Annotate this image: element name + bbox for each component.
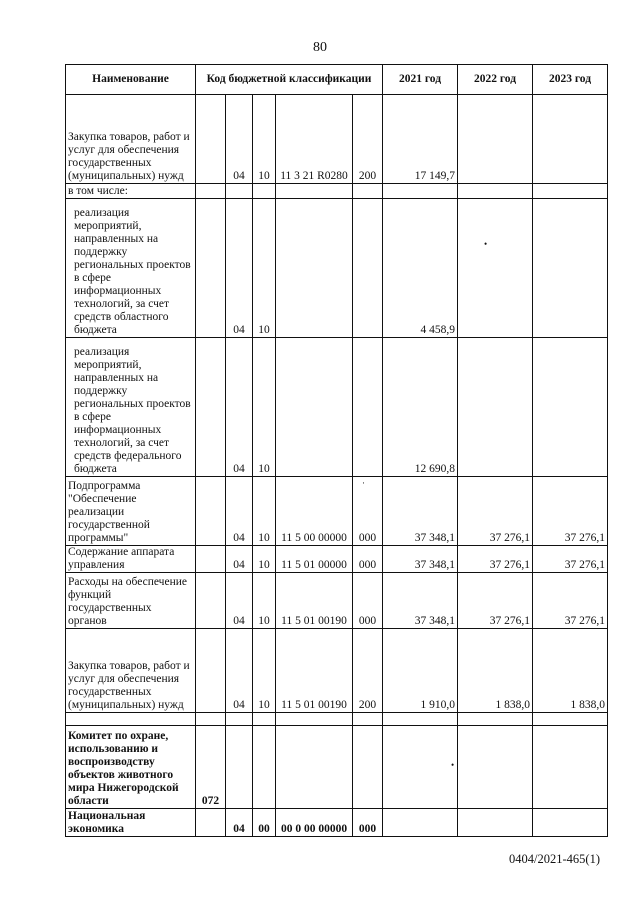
row-vr	[353, 726, 383, 809]
table-row	[66, 809, 608, 837]
table-header-row	[66, 65, 608, 95]
row-2021: 4 458,9	[383, 199, 458, 338]
table-row	[66, 629, 608, 713]
row-rz: 04	[226, 809, 253, 837]
row-vr: 000	[353, 573, 383, 629]
row-vr: 000	[353, 546, 383, 573]
row-pr: 10	[253, 546, 276, 573]
row-name: Комитет по охране, использованию и воспроизводству объектов животного мира Нижегородской области	[66, 726, 196, 809]
row-2021: 37 348,1	[383, 477, 458, 546]
row-pr: 10	[253, 199, 276, 338]
row-vr: 000	[353, 477, 383, 546]
row-pr: 10	[253, 629, 276, 713]
row-csr	[276, 338, 353, 477]
row-vr: 200	[353, 629, 383, 713]
row-name: Закупка товаров, работ и услуг для обеспечения государственных (муниципальных) нужд	[66, 95, 196, 184]
document-code: 0404/2021-465(1)	[509, 852, 600, 866]
row-rz: 04	[226, 95, 253, 184]
table-row	[66, 338, 608, 477]
row-ved	[196, 184, 226, 199]
table-spacer-row	[66, 713, 608, 726]
row-pr	[253, 184, 276, 199]
header-2023: 2023 год	[533, 65, 608, 95]
row-csr: 11 5 01 00190	[276, 629, 353, 713]
row-pr: 10	[253, 95, 276, 184]
page-number: 80	[313, 40, 327, 55]
row-2023: 1 838,0	[533, 629, 608, 713]
header-name: Наименование	[66, 65, 196, 95]
row-2023	[533, 726, 608, 809]
row-2021: 17 149,7	[383, 95, 458, 184]
row-2023: 37 276,1	[533, 546, 608, 573]
scan-speck: ·	[362, 478, 365, 488]
row-csr: 00 0 00 00000	[276, 809, 353, 837]
row-csr	[276, 184, 353, 199]
row-vr	[353, 338, 383, 477]
row-name: реализация мероприятий, направленных на поддержку региональных проектов в сфере информационных технологий, за счет средств областного бюджета	[66, 199, 196, 338]
row-rz: 04	[226, 546, 253, 573]
row-2021	[383, 726, 458, 809]
row-2022	[458, 199, 533, 338]
row-2022	[458, 338, 533, 477]
row-2023	[533, 338, 608, 477]
table-row	[66, 573, 608, 629]
row-2021: 1 910,0	[383, 629, 458, 713]
row-vr	[353, 184, 383, 199]
row-rz: 04	[226, 477, 253, 546]
row-2022	[458, 184, 533, 199]
row-2023	[533, 809, 608, 837]
row-2022	[458, 95, 533, 184]
table-row	[66, 546, 608, 573]
row-2023: 37 276,1	[533, 573, 608, 629]
table-row	[66, 199, 608, 338]
scan-speck: •	[451, 760, 455, 770]
row-pr: 10	[253, 477, 276, 546]
row-csr: 11 5 01 00190	[276, 573, 353, 629]
row-ved	[196, 629, 226, 713]
row-2022	[458, 809, 533, 837]
row-ved	[196, 477, 226, 546]
row-csr: 11 5 00 00000	[276, 477, 353, 546]
row-2023	[533, 95, 608, 184]
row-2021: 37 348,1	[383, 573, 458, 629]
row-pr: 00	[253, 809, 276, 837]
row-name: Содержание аппарата управления	[66, 546, 196, 573]
row-2022	[458, 726, 533, 809]
row-csr: 11 5 01 00000	[276, 546, 353, 573]
table-row	[66, 726, 608, 809]
row-rz: 04	[226, 629, 253, 713]
row-name: Закупка товаров, работ и услуг для обеспечения государственных (муниципальных) нужд	[66, 629, 196, 713]
row-ved	[196, 573, 226, 629]
row-2023	[533, 184, 608, 199]
row-ved: 072	[196, 726, 226, 809]
row-2022: 37 276,1	[458, 546, 533, 573]
row-csr	[276, 199, 353, 338]
row-name: реализация мероприятий, направленных на поддержку региональных проектов в сфере информационных технологий, за счет средств федерального бюджета	[66, 338, 196, 477]
row-rz: 04	[226, 338, 253, 477]
row-name: в том числе:	[66, 184, 196, 199]
row-name: Расходы на обеспечение функций государственных органов	[66, 573, 196, 629]
row-ved	[196, 809, 226, 837]
row-2022: 37 276,1	[458, 477, 533, 546]
table-row	[66, 95, 608, 184]
row-rz: 04	[226, 199, 253, 338]
budget-table	[65, 64, 608, 837]
row-ved	[196, 546, 226, 573]
row-2021: 37 348,1	[383, 546, 458, 573]
row-vr	[353, 199, 383, 338]
row-vr: 000	[353, 809, 383, 837]
row-rz: 04	[226, 573, 253, 629]
header-2021: 2021 год	[383, 65, 458, 95]
row-2021	[383, 184, 458, 199]
row-vr: 200	[353, 95, 383, 184]
row-ved	[196, 199, 226, 338]
row-2023: 37 276,1	[533, 477, 608, 546]
header-2022: 2022 год	[458, 65, 533, 95]
header-code: Код бюджетной классификации	[196, 65, 383, 95]
row-csr	[276, 726, 353, 809]
row-pr	[253, 726, 276, 809]
row-2022: 1 838,0	[458, 629, 533, 713]
row-pr: 10	[253, 338, 276, 477]
table-row	[66, 184, 608, 199]
row-2022: 37 276,1	[458, 573, 533, 629]
row-ved	[196, 95, 226, 184]
row-2021: 12 690,8	[383, 338, 458, 477]
row-rz	[226, 726, 253, 809]
table-row	[66, 477, 608, 546]
row-name: Национальная экономика	[66, 809, 196, 837]
row-pr: 10	[253, 573, 276, 629]
row-rz	[226, 184, 253, 199]
row-2023	[533, 199, 608, 338]
row-name: Подпрограмма "Обеспечение реализации государственной программы"	[66, 477, 196, 546]
row-csr: 11 3 21 R0280	[276, 95, 353, 184]
row-2021	[383, 809, 458, 837]
row-ved	[196, 338, 226, 477]
scan-speck: •	[484, 239, 488, 249]
